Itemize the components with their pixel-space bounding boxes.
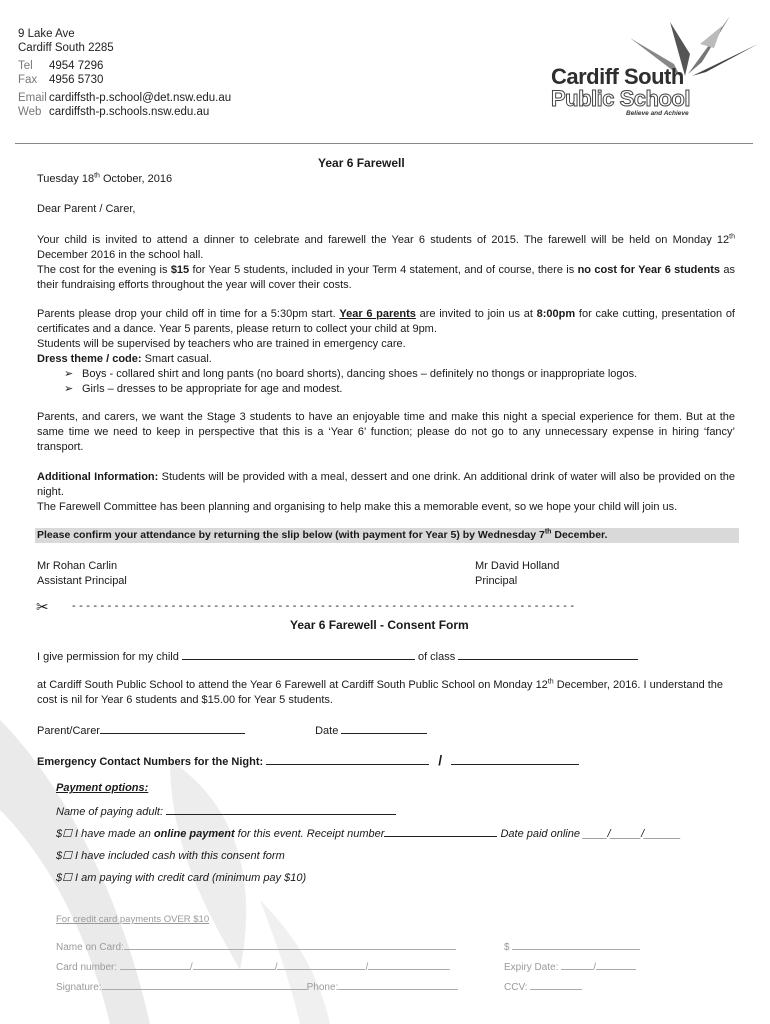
confirm-banner: Please confirm your attendance by returning the slip below (with payment for Year 5) by Wednesday 7th December. xyxy=(35,528,739,543)
fax-number: 4956 5730 xyxy=(49,73,104,86)
date-field[interactable] xyxy=(341,723,427,734)
consent-form-title: Year 6 Farewell - Consent Form xyxy=(290,618,469,632)
address-line1: 9 Lake Ave xyxy=(18,28,75,40)
dress-code-list xyxy=(37,367,735,397)
expiry-month-field[interactable] xyxy=(561,959,593,970)
tel-number: 4954 7296 xyxy=(49,60,104,72)
greeting: Dear Parent / Carer, xyxy=(37,203,136,215)
payment-option-credit-card[interactable]: $☐ I am paying with credit card (minimum pay $10) xyxy=(56,872,307,884)
payment-options-title: Payment options: xyxy=(56,782,149,794)
card-amount-field[interactable] xyxy=(512,939,640,950)
child-name-field[interactable] xyxy=(182,649,415,660)
parent-date-line: Parent/Carer Date xyxy=(37,723,427,737)
attendance-statement: at Cardiff South Public School to attend the Year 6 Farewell at Cardiff South Public School on Monday 12th December, 2016. I understand the cost is nil for Year 6 students and $15.00 for Year 5 students. xyxy=(37,678,724,706)
card-name-line: Name on Card: xyxy=(56,939,456,953)
parent-signature-field[interactable] xyxy=(100,723,245,734)
card-number-field[interactable] xyxy=(277,959,365,970)
ccv-field[interactable] xyxy=(530,979,582,990)
payment-option-cash[interactable]: $☐ I have included cash with this consent form xyxy=(56,850,285,862)
emergency-number-2-field[interactable] xyxy=(451,754,579,765)
list-item: ➢ Boys - collared shirt and long pants (no board shorts), dancing shoes – definitely no thongs or inappropriate logos. xyxy=(82,367,735,382)
cut-line: - - - - - - - - - - - - - - - - - - - - - - - - - - - - - - - - - - - - - - - - - - - - - - - - - - - - - - - - - - - - - - - - - - - - - - - xyxy=(72,600,575,612)
card-amount-line: $ xyxy=(504,939,640,953)
scissors-icon: ✂ xyxy=(36,599,49,616)
address-line2: Cardiff South 2285 xyxy=(18,41,114,54)
credit-card-title: For credit card payments OVER $10 xyxy=(56,914,210,925)
paragraph-additional: Additional Information: Students will be provided with a meal, dessert and one drink. An additional drink of water will also be provided on the night. The Farewell Committee has been planning and organising to help make this a memorable event, so we hope your child will join us. xyxy=(37,471,735,513)
ccv-line: CCV: xyxy=(504,979,582,993)
payment-option-online[interactable]: $☐ I have made an online payment for this event. Receipt number Date paid online ____/_____/______ xyxy=(56,828,681,840)
emergency-number-1-field[interactable] xyxy=(266,754,429,765)
list-item: ➢ Girls – dresses to be appropriate for age and modest. xyxy=(82,382,735,397)
emergency-line: Emergency Contact Numbers for the Night: / xyxy=(37,752,579,768)
permission-line: I give permission for my child of class xyxy=(37,649,638,663)
signatory-assistant-principal: Mr Rohan Carlin Assistant Principal xyxy=(37,560,127,587)
card-number-line: Card number: / / / xyxy=(56,959,450,973)
signatory-principal: Mr David Holland Principal xyxy=(475,560,560,587)
expiry-year-field[interactable] xyxy=(596,959,636,970)
paying-adult-line: Name of paying adult: xyxy=(56,804,396,818)
receipt-number-field[interactable] xyxy=(384,826,497,837)
paragraph-expense: Parents, and carers, we want the Stage 3 students to have an enjoyable time and make this night a special experience for them. But at the same time we need to keep in perspective that this is a ‘Year 6’ function; please do not go to any unnecessary expense in hiring ‘fancy’ transport. xyxy=(37,411,735,453)
phone-field[interactable] xyxy=(338,979,458,990)
card-name-field[interactable] xyxy=(124,939,456,950)
web-label: Web xyxy=(18,105,42,118)
paragraph-invitation: Your child is invited to attend a dinner to celebrate and farewell the Year 6 students of 2015. The farewell will be held on Monday 12th December 2016 in the school hall. The cost for the evening is $15 for Year 5 students, included in your Term 4 statement, and of course, there is no cost for Year 6 students as their fundraising efforts throughout the year will cover their costs. xyxy=(37,233,735,291)
logo-tagline: Believe and Achieve xyxy=(626,110,689,117)
logo-line2: Public School xyxy=(551,86,690,111)
school-address xyxy=(18,28,231,119)
class-field[interactable] xyxy=(458,649,638,660)
letter-title: Year 6 Farewell xyxy=(318,156,405,170)
paragraph-schedule: Parents please drop your child off in time for a 5:30pm start. Year 6 parents are invited to join us at 8:00pm for cake cutting, presentation of certificates and a dance. Year 5 parents, please return to collect your child at 9pm. Students will be supervised by teachers who are trained in emergency care. Dress theme / code: Smart casual. ➢ Boys - collared shirt and long pants (no board shorts), dancing shoes – definitely no thongs or inappropriate logos. ➢ Girls – dresses to be appropriate for age and modest. xyxy=(37,307,735,397)
email-label: Email xyxy=(18,92,47,104)
card-number-field[interactable] xyxy=(120,959,190,970)
email-address: cardiffsth-p.school@det.nsw.edu.au xyxy=(49,92,232,104)
expiry-line: Expiry Date: / xyxy=(504,959,636,973)
header-divider xyxy=(15,143,753,144)
web-address: cardiffsth-p.schools.nsw.edu.au xyxy=(49,105,210,118)
signature-phone-line: Signature: Phone: xyxy=(56,979,458,993)
letter-date: Tuesday 18th October, 2016 xyxy=(37,172,173,185)
paying-adult-field[interactable] xyxy=(166,804,396,815)
tel-label: Tel xyxy=(18,60,33,72)
card-signature-field[interactable] xyxy=(102,979,307,990)
logo-line1: Cardiff South xyxy=(551,64,684,89)
card-number-field[interactable] xyxy=(193,959,275,970)
card-number-field[interactable] xyxy=(368,959,450,970)
fax-label: Fax xyxy=(18,73,38,86)
